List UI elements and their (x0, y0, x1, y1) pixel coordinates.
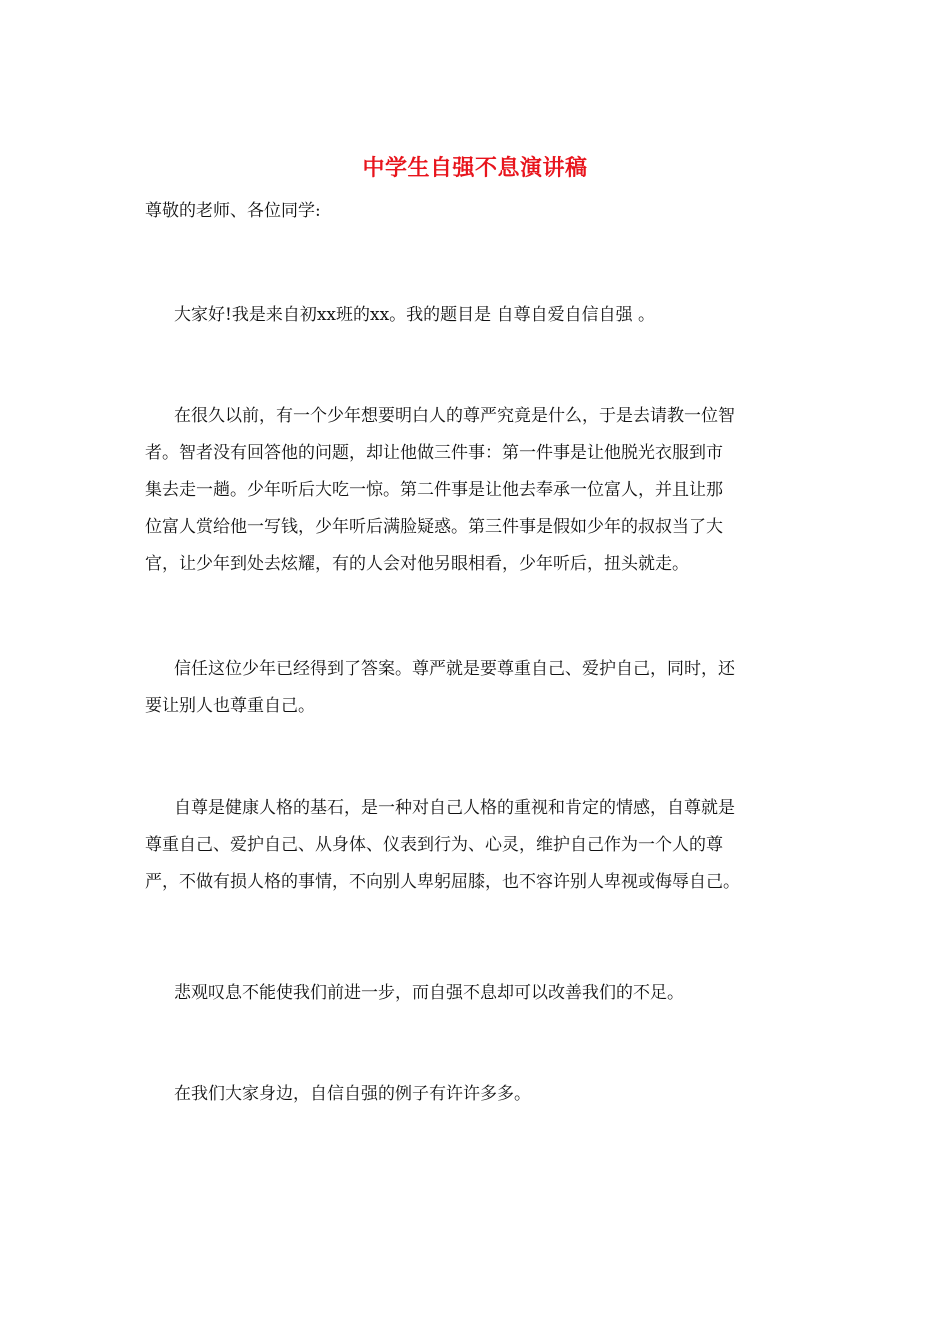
paragraph-self-respect (145, 790, 810, 901)
paragraph-line: 信任这位少年已经得到了答案。尊严就是要尊重自己、爱护自己，同时，还 (174, 659, 735, 679)
paragraph-line: 严，不做有损人格的事情，不向别人卑躬屈膝，也不容许别人卑视或侮辱自己。 (145, 872, 740, 892)
salutation: 尊敬的老师、各位同学: (145, 201, 321, 221)
paragraph-story (145, 398, 810, 583)
paragraph-examples (145, 1076, 810, 1113)
paragraph-line: 集去走一趟。少年听后大吃一惊。第二件事是让他去奉承一位富人，并且让那 (145, 480, 723, 500)
paragraph-line: 大家好!我是来自初xx班的xx。我的题目是 自尊自爱自信自强 。 (174, 305, 655, 325)
paragraph-line: 悲观叹息不能使我们前进一步，而自强不息却可以改善我们的不足。 (174, 983, 684, 1003)
document-title: 中学生自强不息演讲稿 (362, 155, 588, 181)
paragraph-line: 要让别人也尊重自己。 (145, 696, 315, 716)
paragraph-line: 者。智者没有回答他的问题，却让他做三件事：第一件事是让他脱光衣服到市 (145, 443, 723, 463)
paragraph-pessimism (145, 975, 810, 1012)
paragraph-line: 官，让少年到处去炫耀，有的人会对他另眼相看，少年听后，扭头就走。 (145, 554, 689, 574)
paragraph-answer (145, 651, 810, 725)
paragraph-line: 尊重自己、爱护自己、从身体、仪表到行为、心灵，维护自己作为一个人的尊 (145, 835, 723, 855)
paragraph-line: 自尊是健康人格的基石，是一种对自己人格的重视和肯定的情感，自尊就是 (174, 798, 735, 818)
paragraph-line: 在我们大家身边，自信自强的例子有许许多多。 (174, 1084, 531, 1104)
paragraph-greeting (145, 297, 810, 334)
paragraph-line: 在很久以前，有一个少年想要明白人的尊严究竟是什么，于是去请教一位智 (174, 406, 735, 426)
paragraph-line: 位富人赏给他一写钱，少年听后满脸疑惑。第三件事是假如少年的叔叔当了大 (145, 517, 723, 537)
